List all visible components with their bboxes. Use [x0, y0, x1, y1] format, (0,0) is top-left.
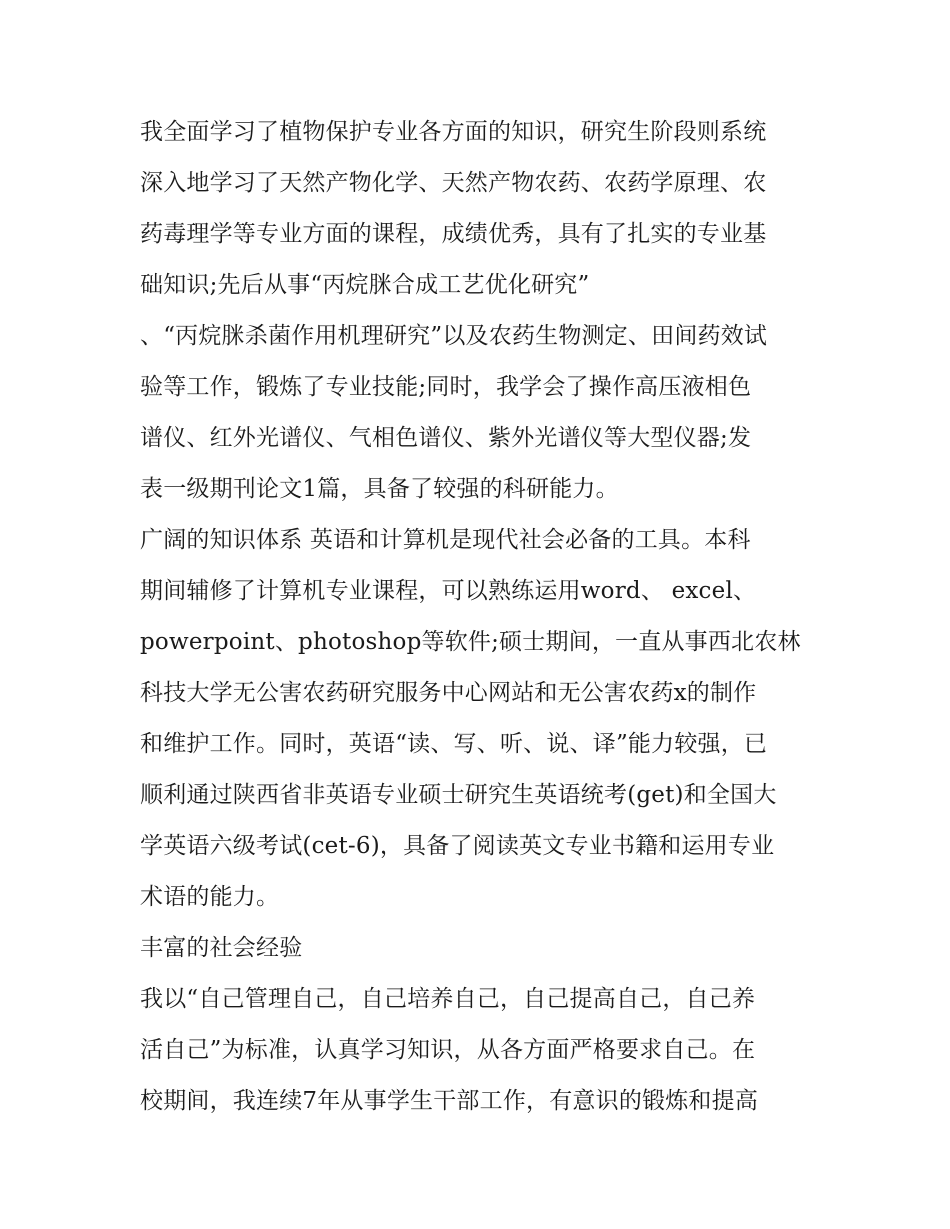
text-line: 我以“自己管理自己，自己培养自己，自己提高自己，自己养 [140, 986, 756, 1012]
text-line: 术语的能力。 [140, 884, 280, 910]
text-line: 校期间，我连续7年从事学生干部工作，有意识的锻炼和提高 [140, 1088, 759, 1114]
text-line: 和维护工作。同时，英语“读、写、听、说、译”能力较强，已 [140, 731, 768, 757]
text-line: 验等工作，锻炼了专业技能;同时，我学会了操作高压液相色 [140, 374, 752, 400]
text-line: 期间辅修了计算机专业课程，可以熟练运用word、 excel、 [140, 578, 757, 604]
text-line: powerpoint、photoshop等软件;硕士期间，一直从事西北农林 [140, 629, 801, 655]
text-line: 顺利通过陕西省非英语专业硕士研究生英语统考(get)和全国大 [140, 782, 777, 808]
text-line: 谱仪、红外光谱仪、气相色谱仪、紫外光谱仪等大型仪器;发 [140, 425, 752, 451]
section-heading-knowledge: 广阔的知识体系 英语和计算机是现代社会必备的工具。本科 [140, 527, 751, 553]
text-line: 学英语六级考试(cet-6)，具备了阅读英文专业书籍和运用专业 [140, 833, 775, 859]
text-line: 科技大学无公害农药研究服务中心网站和无公害农药x的制作 [140, 680, 757, 706]
text-line: 活自己”为标准，认真学习知识，从各方面严格要求自己。在 [140, 1037, 756, 1063]
text-line: 我全面学习了植物保护专业各方面的知识，研究生阶段则系统 [140, 119, 767, 145]
text-line: 药毒理学等专业方面的课程，成绩优秀，具有了扎实的专业基 [140, 221, 767, 247]
document-body [140, 107, 830, 1127]
section-heading-experience: 丰富的社会经验 [140, 935, 303, 961]
text-line: 、“丙烷脒杀菌作用机理研究”以及农药生物测定、田间药效试 [140, 323, 768, 349]
text-line: 表一级期刊论文1篇，具备了较强的科研能力。 [140, 476, 619, 502]
text-line: 础知识;先后从事“丙烷脒合成工艺优化研究” [140, 272, 590, 298]
text-line: 深入地学习了天然产物化学、天然产物农药、农药学原理、农 [140, 170, 767, 196]
